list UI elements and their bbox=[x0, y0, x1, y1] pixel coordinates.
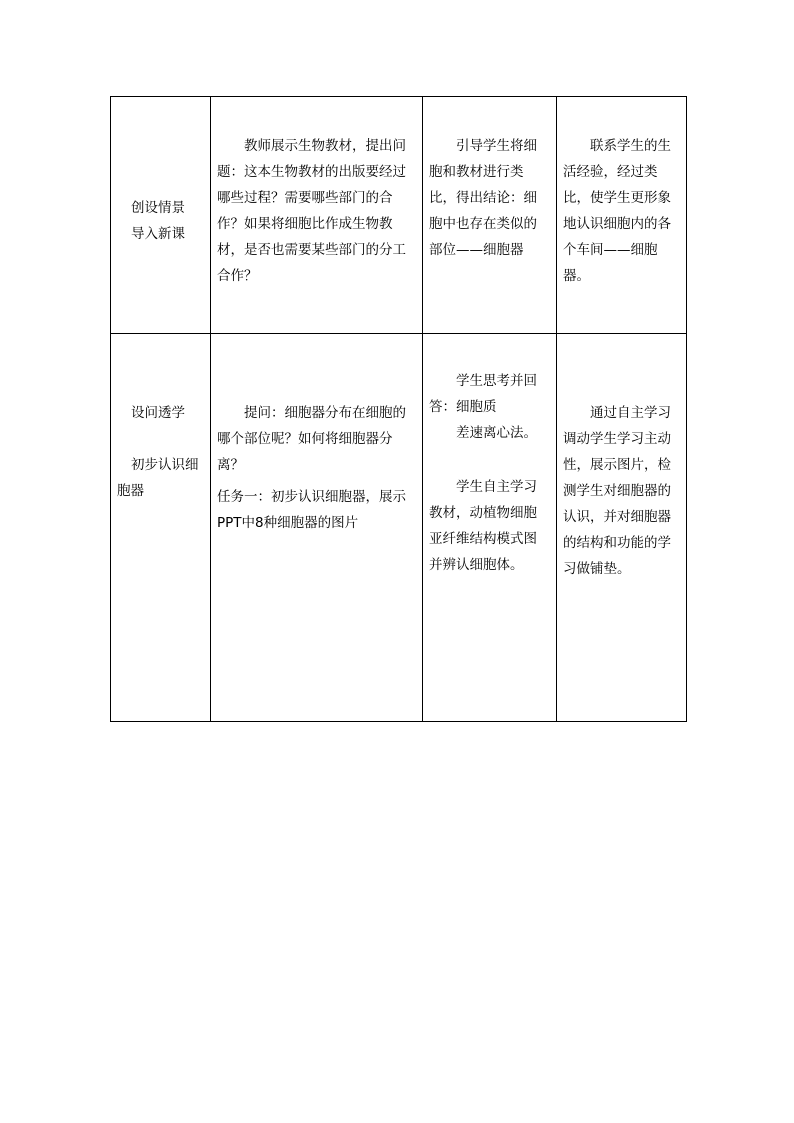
design-intent-text: 通过自主学习调动学生学习主动性，展示图片，检测学生对细胞器的认识，并对细胞器的结构和功能的学习做铺垫。 bbox=[563, 405, 671, 577]
student-activity-cell bbox=[423, 97, 557, 334]
table-row bbox=[111, 334, 687, 722]
design-intent-cell bbox=[557, 334, 687, 722]
stage-line: 创设情景 bbox=[131, 200, 185, 216]
teacher-activity-text: 教师展示生物教材，提出问题：这本生物教材的出版要经过哪些过程？需要哪些部门的合作？如果将细胞比作成生物教材，是否也需要某些部门的分工合作？ bbox=[217, 138, 406, 284]
design-intent-cell bbox=[557, 97, 687, 334]
teacher-activity-cell bbox=[211, 97, 423, 334]
stage-cell bbox=[111, 97, 211, 334]
student-activity-cell bbox=[423, 334, 557, 722]
student-activity-text: 学生自主学习教材，动植物细胞亚纤维结构模式图并辨认细胞体。 bbox=[429, 479, 537, 573]
lesson-plan-table bbox=[110, 96, 687, 722]
student-activity-text: 学生思考并回答：细胞质 bbox=[429, 373, 537, 415]
teacher-activity-text: 提问：细胞器分布在细胞的哪个部位呢？如何将细胞器分离？ bbox=[217, 405, 406, 473]
student-activity-text: 差速离心法。 bbox=[456, 425, 537, 441]
stage-line: 初步认识细胞器 bbox=[117, 457, 199, 499]
stage-cell bbox=[111, 334, 211, 722]
stage-line: 设问透学 bbox=[131, 405, 185, 421]
table-row bbox=[111, 97, 687, 334]
student-activity-text: 引导学生将细胞和教材进行类比，得出结论：细胞中也存在类似的部位——细胞器 bbox=[429, 138, 537, 258]
teacher-activity-cell bbox=[211, 334, 423, 722]
teacher-activity-text: 任务一：初步认识细胞器，展示PPT中8种细胞器的图片 bbox=[217, 489, 406, 531]
stage-line: 导入新课 bbox=[131, 226, 185, 242]
design-intent-text: 联系学生的生活经验，经过类比，使学生更形象地认识细胞内的各个车间——细胞器。 bbox=[563, 138, 671, 284]
